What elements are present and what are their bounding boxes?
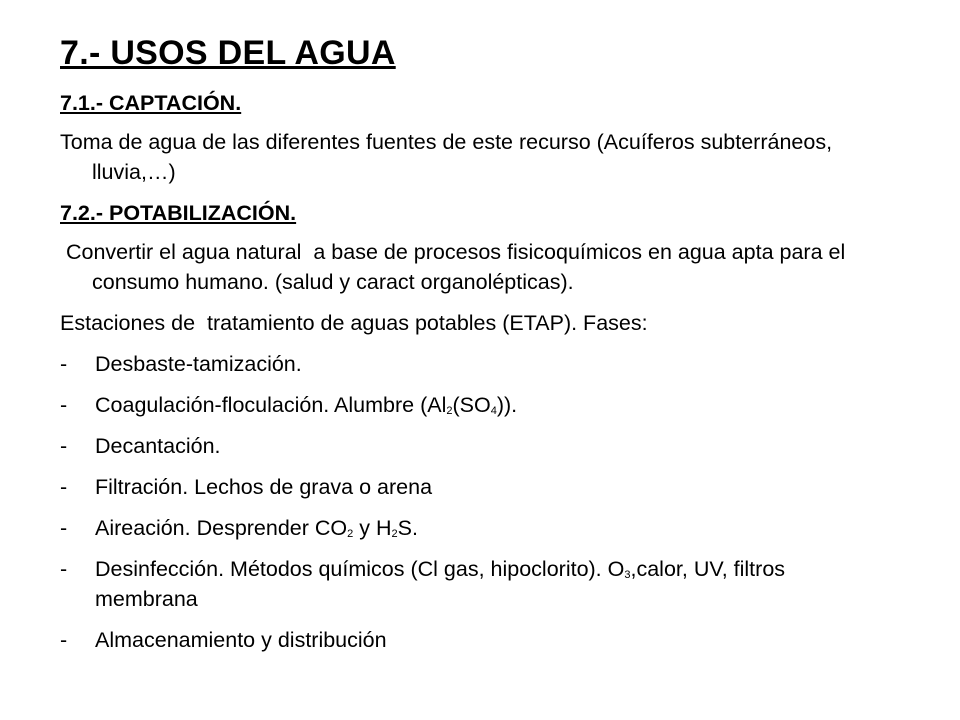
phase-desinfeccion-end: ,calor, UV, filtros membrana [95, 557, 786, 611]
phase-desinfeccion [60, 554, 890, 614]
bullet-dash: - [60, 557, 68, 581]
potabilizacion-text: Convertir el agua natural a base de procesos fisicoquímicos en agua apta para el consumo humano. (salud y caract organolépticas). [60, 240, 852, 294]
subscript: 2 [446, 405, 453, 417]
phase-aireacion-end: S. [397, 516, 418, 540]
slide-title: 7.- USOS DEL AGUA [60, 34, 396, 72]
bullet-dash: - [60, 352, 68, 376]
phase-almacenamiento-text: Almacenamiento y distribución [95, 628, 387, 652]
slide-body [60, 88, 890, 666]
subscript: 3 [624, 569, 631, 581]
phase-coagulacion-mid: (SO [452, 393, 491, 417]
heading-potabilizacion: 7.2.- POTABILIZACIÓN. [60, 201, 297, 225]
phase-decantacion-text: Decantación. [95, 434, 221, 458]
captacion-text: Toma de agua de las diferentes fuentes de este recurso (Acuíferos subterráneos, lluvia,…) [60, 130, 833, 184]
phase-desbaste [60, 349, 890, 379]
subscript: 2 [391, 528, 398, 540]
phase-aireacion [60, 513, 890, 543]
phase-filtracion-text: Filtración. Lechos de grava o arena [95, 475, 433, 499]
bullet-dash: - [60, 434, 68, 458]
etap-intro: Estaciones de tratamiento de aguas potables (ETAP). Fases: [60, 311, 648, 335]
bullet-dash: - [60, 628, 68, 652]
heading-captacion: 7.1.- CAPTACIÓN. [60, 91, 242, 115]
subscript: 2 [347, 528, 354, 540]
bullet-dash: - [60, 516, 68, 540]
phase-decantacion [60, 431, 890, 461]
phase-coagulacion-text: Coagulación-floculación. Alumbre (Al [95, 393, 447, 417]
bullet-dash: - [60, 475, 68, 499]
phase-aireacion-mid: y H [353, 516, 392, 540]
phase-filtracion [60, 472, 890, 502]
phase-desinfeccion-text: Desinfección. Métodos químicos (Cl gas, hipoclorito). O [95, 557, 625, 581]
bullet-dash: - [60, 393, 68, 417]
phase-aireacion-text: Aireación. Desprender CO [95, 516, 348, 540]
phase-coagulacion [60, 390, 890, 420]
phase-almacenamiento [60, 625, 890, 655]
phase-coagulacion-end: )). [496, 393, 518, 417]
phase-desbaste-text: Desbaste-tamización. [95, 352, 302, 376]
subscript: 4 [490, 405, 497, 417]
